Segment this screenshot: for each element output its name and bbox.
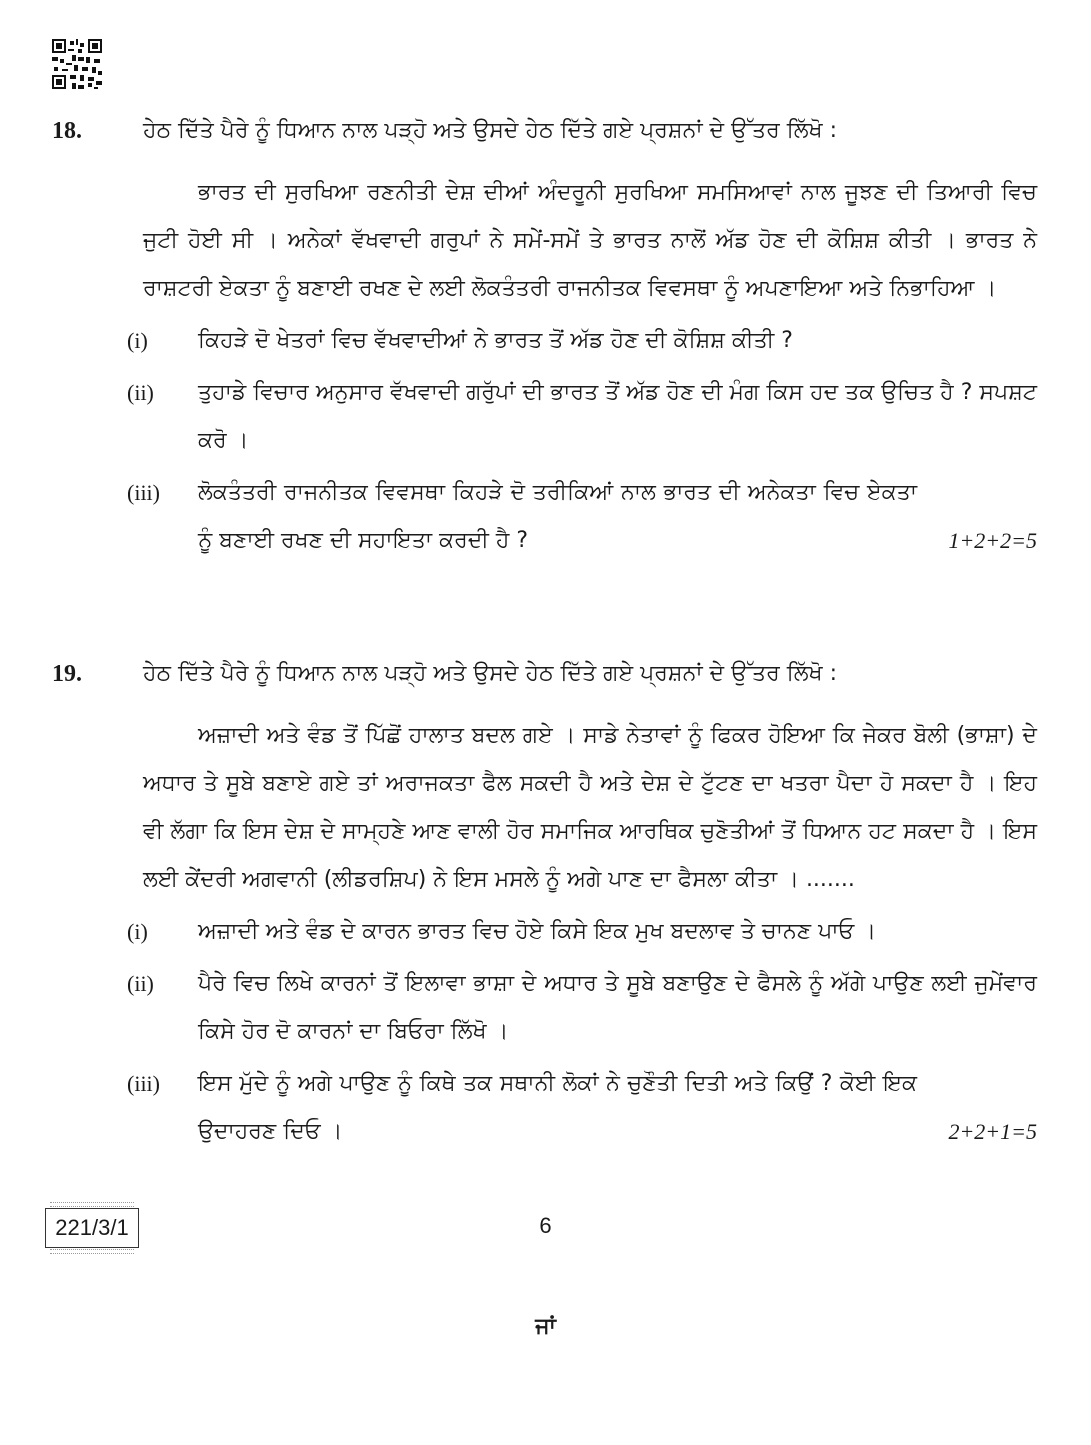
subquestion-ii <box>127 369 1037 465</box>
subquestion-label: (iii) <box>127 480 160 505</box>
subquestion-label: (ii) <box>127 971 154 996</box>
marks-allocation: 1+2+2=5 <box>948 528 1037 553</box>
question-number: 18. <box>52 118 82 144</box>
question-intro: ਹੇਠ ਦਿੱਤੇ ਪੈਰੇ ਨੂੰ ਧਿਆਨ ਨਾਲ ਪੜ੍ਹੋ ਅਤੇ ਉਸਦੇ ਹੇਠ ਦਿੱਤੇ ਗਏ ਪ੍ਰਸ਼ਨਾਂ ਦੇ ਉੱਤਰ ਲਿੱਖੋ : <box>143 118 838 143</box>
question-number: 19. <box>52 661 82 687</box>
question-19 <box>52 650 1037 1156</box>
subquestion-i <box>127 908 1037 956</box>
subquestion-text: ਇਸ ਮੁੱਦੇ ਨੂੰ ਅਗੇ ਪਾਉਣ ਨੂੰ ਕਿਥੇ ਤਕ ਸਥਾਨੀ ਲੋਕਾਂ ਨੇ ਚੁਣੌਤੀ ਦਿਤੀ ਅਤੇ ਕਿਉਂ ? ਕੋਈ ਇਕ ਉਦਾਹਰਣ ਦਿਓ । <box>198 1071 917 1144</box>
passage: ਅਜ਼ਾਦੀ ਅਤੇ ਵੰਡ ਤੋਂ ਪਿੱਛੋਂ ਹਾਲਾਤ ਬਦਲ ਗਏ । ਸਾਡੇ ਨੇਤਾਵਾਂ ਨੂੰ ਫਿਕਰ ਹੋਇਆ ਕਿ ਜੇਕਰ ਬੋਲੀ (ਭਾਸ਼ਾ) ਦੇ ਅਧਾਰ ਤੇ ਸੂਬੇ ਬਣਾਏ ਗਏ ਤਾਂ ਅਰਾਜਕਤਾ ਫੈਲ ਸਕਦੀ ਹੈ ਅਤੇ ਦੇਸ਼ ਦੇ ਟੁੱਟਣ ਦਾ ਖਤਰਾ ਪੈਦਾ ਹੋ ਸਕਦਾ ਹੈ । ਇਹ ਵੀ ਲੱਗਾ ਕਿ ਇਸ ਦੇਸ਼ ਦੇ ਸਾਮ੍ਹਣੇ ਆਣ ਵਾਲੀ ਹੋਰ ਸਮਾਜਿਕ ਆਰਥਿਕ ਚੁਣੋਤੀਆਂ ਤੋਂ ਧਿਆਨ ਹਟ ਸਕਦਾ ਹੈ । ਇਸ ਲਈ ਕੇਂਦਰੀ ਅਗਵਾਨੀ (ਲੀਡਰਸ਼ਿਪ) ਨੇ ਇਸ ਮਸਲੇ ਨੂੰ ਅਗੇ ਪਾਣ ਦਾ ਫੈਸਲਾ ਕੀਤਾ । ....... <box>143 723 1037 892</box>
passage: ਭਾਰਤ ਦੀ ਸੁਰਖਿਆ ਰਣਨੀਤੀ ਦੇਸ਼ ਦੀਆਂ ਅੰਦਰੂਨੀ ਸੁਰਖਿਆ ਸਮਸਿਆਵਾਂ ਨਾਲ ਜੂਝਣ ਦੀ ਤਿਆਰੀ ਵਿਚ ਜੁਟੀ ਹੋਈ ਸੀ । ਅਨੇਕਾਂ ਵੱਖਵਾਦੀ ਗਰੁਪਾਂ ਨੇ ਸਮੇਂ-ਸਮੇਂ ਤੇ ਭਾਰਤ ਨਾਲੋਂ ਅੱਡ ਹੋਣ ਦੀ ਕੋਸ਼ਿਸ਼ ਕੀਤੀ । ਭਾਰਤ ਨੇ ਰਾਸ਼ਟਰੀ ਏਕਤਾ ਨੂੰ ਬਣਾਈ ਰਖਣ ਦੇ ਲਈ ਲੋਕਤੰਤਰੀ ਰਾਜਨੀਤਕ ਵਿਵਸਥਾ ਨੂੰ ਅਪਣਾਇਆ ਅਤੇ ਨਿਭਾਹਿਆ । <box>143 180 1037 301</box>
subquestion-label: (i) <box>127 919 148 944</box>
subquestion-label: (i) <box>127 328 148 353</box>
subquestion-text: ਕਿਹੜੇ ਦੋ ਖੇਤਰਾਂ ਵਿਚ ਵੱਖਵਾਦੀਆਂ ਨੇ ਭਾਰਤ ਤੋਂ ਅੱਡ ਹੋਣ ਦੀ ਕੋਸ਼ਿਸ਼ ਕੀਤੀ ? <box>198 328 793 353</box>
subquestion-iii <box>127 1060 1037 1156</box>
subquestion-text: ਲੋਕਤੰਤਰੀ ਰਾਜਨੀਤਕ ਵਿਵਸਥਾ ਕਿਹੜੇ ਦੋ ਤਰੀਕਿਆਂ ਨਾਲ ਭਾਰਤ ਦੀ ਅਨੇਕਤਾ ਵਿਚ ਏਕਤਾ ਨੂੰ ਬਣਾਈ ਰਖਣ ਦੀ ਸਹਾਇਤਾ ਕਰਦੀ ਹੈ ? <box>198 480 917 553</box>
question-18 <box>52 107 1037 565</box>
page-number: 6 <box>539 1213 552 1238</box>
or-separator: ਜਾਂ <box>535 1314 556 1339</box>
subquestion-label: (ii) <box>127 380 154 405</box>
paper-code: 221/3/1 <box>45 1208 139 1248</box>
subquestion-label: (iii) <box>127 1071 160 1096</box>
subquestion-text: ਅਜ਼ਾਦੀ ਅਤੇ ਵੰਡ ਦੇ ਕਾਰਨ ਭਾਰਤ ਵਿਚ ਹੋਏ ਕਿਸੇ ਇਕ ਮੁਖ ਬਦਲਾਵ ਤੇ ਚਾਨਣ ਪਾਓ । <box>198 919 877 944</box>
subquestion-text: ਪੈਰੇ ਵਿਚ ਲਿਖੇ ਕਾਰਨਾਂ ਤੋਂ ਇਲਾਵਾ ਭਾਸ਼ਾ ਦੇ ਅਧਾਰ ਤੇ ਸੂਬੇ ਬਣਾਉਣ ਦੇ ਫੈਸਲੇ ਨੂੰ ਅੱਗੇ ਪਾਉਣ ਲਈ ਜੁਮੇਂਵਾਰ ਕਿਸੇ ਹੋਰ ਦੋ ਕਾਰਨਾਂ ਦਾ ਬਿਓਰਾ ਲਿੱਖੋ । <box>198 971 1037 1044</box>
qr-code <box>52 39 102 89</box>
subquestion-text: ਤੁਹਾਡੇ ਵਿਚਾਰ ਅਨੁਸਾਰ ਵੱਖਵਾਦੀ ਗਰੁੱਪਾਂ ਦੀ ਭਾਰਤ ਤੋਂ ਅੱਡ ਹੋਣ ਦੀ ਮੰਗ ਕਿਸ ਹਦ ਤਕ ਉਚਿਤ ਹੈ ? ਸਪਸ਼ਟ ਕਰੋ । <box>198 380 1037 453</box>
subquestion-iii <box>127 469 1037 565</box>
subquestion-i <box>127 317 1037 365</box>
marks-allocation: 2+2+1=5 <box>948 1119 1037 1144</box>
subquestion-ii <box>127 960 1037 1056</box>
question-intro: ਹੇਠ ਦਿੱਤੇ ਪੈਰੇ ਨੂੰ ਧਿਆਨ ਨਾਲ ਪੜ੍ਹੋ ਅਤੇ ਉਸਦੇ ਹੇਠ ਦਿੱਤੇ ਗਏ ਪ੍ਰਸ਼ਨਾਂ ਦੇ ਉੱਤਰ ਲਿੱਖੋ : <box>143 661 838 686</box>
